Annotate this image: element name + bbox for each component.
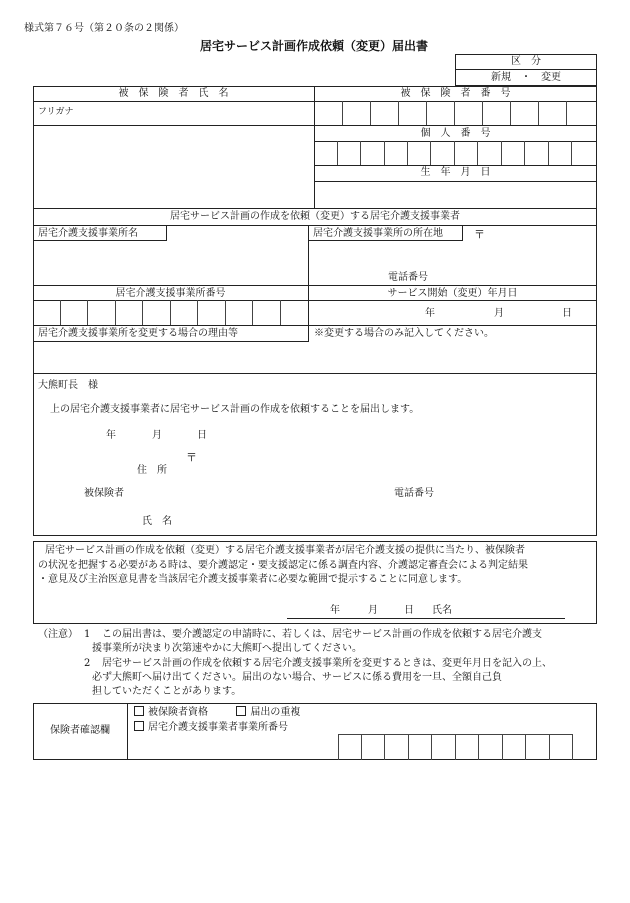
consent-name-label: 氏名 <box>432 605 452 616</box>
consent-signature-line[interactable] <box>287 618 565 619</box>
address-label: 住 所 <box>137 465 167 476</box>
note-2-line-1: 居宅サービス計画の作成を依頼する居宅介護支援事業所を変更するときは、変更年月日を記入の上、 <box>102 658 552 669</box>
checkbox-insured-qualification[interactable] <box>134 706 144 716</box>
declaration-month[interactable]: 月 <box>152 430 162 441</box>
service-start-day[interactable]: 日 <box>562 308 572 319</box>
insured-label: 被保険者 <box>84 488 124 499</box>
checkbox-row-2 <box>134 721 288 733</box>
office-number-header: 居宅介護支援事業所番号 <box>115 288 226 299</box>
addressee: 大熊町長 様 <box>38 380 98 391</box>
change-note: ※変更する場合のみ記入してください。 <box>314 328 494 339</box>
birth-date-header: 生 年 月 日 <box>420 167 491 178</box>
check3-label: 居宅介護支援事業者事業所番号 <box>148 722 288 733</box>
office-address-field[interactable] <box>309 242 596 270</box>
change-reason-field[interactable] <box>34 343 596 372</box>
note-2-number: 2 <box>84 658 91 669</box>
insured-name-field[interactable] <box>34 126 313 207</box>
checkbox-office-number[interactable] <box>134 721 144 731</box>
change-reason-label: 居宅介護支援事業所を変更する場合の理由等 <box>38 328 238 339</box>
declaration-year[interactable]: 年 <box>106 430 116 441</box>
insured-number-cells[interactable] <box>314 101 597 125</box>
declaration-phone-label: 電話番号 <box>394 488 434 499</box>
provider-section-header: 居宅サービス計画の作成を依頼（変更）する居宅介護支援事業者 <box>170 211 460 222</box>
office-name-field[interactable] <box>34 242 307 284</box>
note-1-line-1: この届出書は、要介護認定の申請時に、若しくは、居宅サービス計画の作成を依頼する居宅介護支 <box>102 629 542 640</box>
service-start-year[interactable]: 年 <box>425 308 435 319</box>
declaration-day[interactable]: 日 <box>197 430 207 441</box>
form-title: 居宅サービス計画作成依頼（変更）届出書 <box>200 39 429 53</box>
birth-date-field[interactable] <box>315 182 596 207</box>
form-number: 様式第７６号（第２０条の２関係） <box>24 23 184 34</box>
office-name-label: 居宅介護支援事業所名 <box>38 228 138 239</box>
check1-label: 被保険者資格 <box>148 707 208 718</box>
service-start-header: サービス開始（変更）年月日 <box>387 288 518 299</box>
check2-label: 届出の重複 <box>250 707 301 718</box>
personal-number-header: 個 人 番 号 <box>420 128 491 139</box>
declaration-statement: 上の居宅介護支援事業者に居宅サービス計画の作成を依頼することを届出します。 <box>50 404 420 415</box>
note-2-line-2: 必ず大熊町へ届け出てください。届出のない場合、サービスに係る費用を一旦、全額自己負 <box>92 672 502 683</box>
consent-line-1: 居宅サービス計画の作成を依頼（変更）する居宅介護支援事業者が居宅介護支援の提供に当たり、被保険者 <box>45 545 525 556</box>
consent-line-3: ・意見及び主治医意見書を当該居宅介護支援事業者に必要な範囲で提示することに同意します。 <box>38 574 468 585</box>
notes-label: （注意） <box>38 629 78 640</box>
consent-day[interactable]: 日 <box>404 605 414 616</box>
consent-year[interactable]: 年 <box>330 605 340 616</box>
checkbox-row-1 <box>134 706 300 718</box>
confirm-office-number-cells[interactable] <box>338 734 573 760</box>
consent-month[interactable]: 月 <box>368 605 378 616</box>
office-number-cells[interactable] <box>33 300 308 325</box>
office-phone-label: 電話番号 <box>388 272 428 283</box>
note-2-line-3: 担していただくことがあります。 <box>92 686 242 697</box>
consent-line-2: の状況を把握する必要がある時は、要介護認定・要支援認定に係る調査内容、介護認定審査会による判定結果 <box>38 560 528 571</box>
note-1-line-2: 援事業所が決まり次第速やかに大熊町へ提出してください。 <box>92 643 362 654</box>
declaration-name-label: 氏 名 <box>142 516 172 527</box>
service-start-month[interactable]: 月 <box>494 308 504 319</box>
office-address-label: 居宅介護支援事業所の所在地 <box>313 228 443 239</box>
insured-name-header: 被 保 険 者 氏 名 <box>118 88 229 99</box>
kubun-label: 区 分 <box>511 56 541 67</box>
declaration-postal-mark: 〒 <box>186 451 197 464</box>
insured-number-header: 被 保 険 者 番 号 <box>400 88 511 99</box>
insurer-confirm-label: 保険者確認欄 <box>50 725 110 736</box>
checkbox-duplicate-notice[interactable] <box>236 706 246 716</box>
note-1-number: 1 <box>84 629 91 640</box>
furigana-label: フリガナ <box>38 107 74 117</box>
office-postal-mark: 〒 <box>474 228 485 241</box>
kubun-value[interactable]: 新規 ・ 変更 <box>491 72 561 83</box>
personal-number-cells[interactable] <box>314 141 597 165</box>
